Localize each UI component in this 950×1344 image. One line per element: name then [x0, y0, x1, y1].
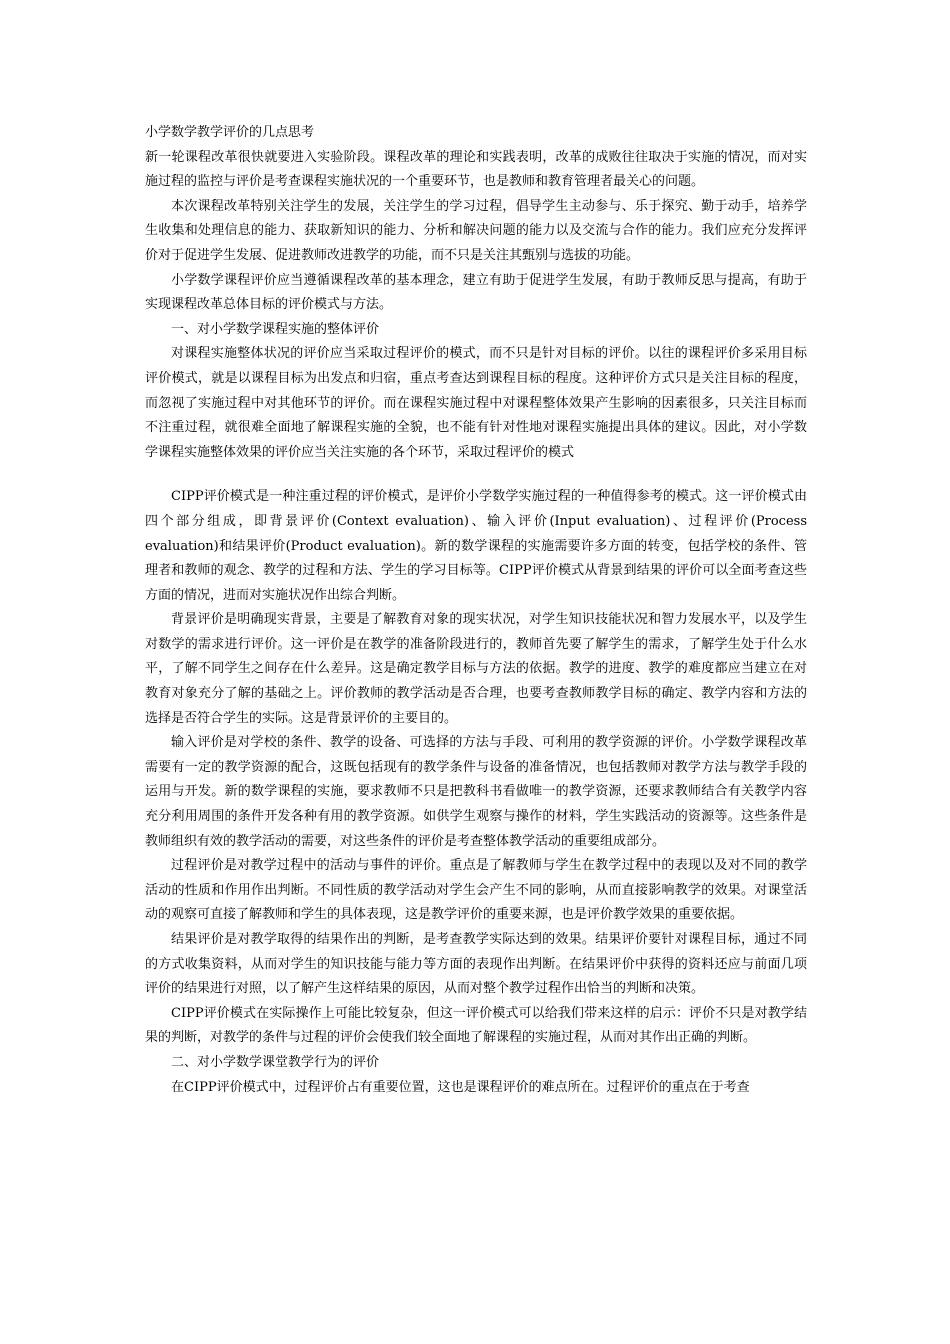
paragraph-process-evaluation-mode: 对课程实施整体状况的评价应当采取过程评价的模式，而不只是针对目标的评价。以往的课程评价多采用目标评价模式，就是以课程目标为出发点和归宿，重点考查达到课程目标的程度。这种评价方式只是关注目标的程度，而忽视了实施过程中对其他环节的评价。而在课程实施过程中对课程整体效果产生影响的因素很多，只关注目标而不注重过程，就很难全面地了解课程实施的全貌，也不能有针对性地对课程实施提出具体的建议。因此，对小学数学课程实施整体效果的评价应当关注实施的各个环节，采取过程评价的模式 [145, 346, 807, 460]
paragraph-evaluation-principle: 小学数学课程评价应当遵循课程改革的基本理念，建立有助于促进学生发展，有助于教师反思与提高，有助于实现课程改革总体目标的评价模式与方法。 [145, 272, 807, 313]
section-heading-1: 一、对小学数学课程实施的整体评价 [171, 321, 380, 337]
paragraph-cipp-summary: CIPP评价模式在实际操作上可能比较复杂，但这一评价模式可以给我们带来这样的启示：评价不只是对教学结果的判断，对教学的条件与过程的评价会使我们较全面地了解课程的实施过程，从而对其作出正确的判断。 [145, 1005, 807, 1046]
paragraph-gap [145, 465, 807, 485]
section-heading-2: 二、对小学数学课堂教学行为的评价 [171, 1054, 380, 1070]
paragraph-classroom-evaluation: 在CIPP评价模式中，过程评价占有重要位置，这也是课程评价的难点所在。过程评价的重点在于考查 [171, 1079, 750, 1095]
paragraph-context-evaluation: 背景评价是明确现实背景，主要是了解教育对象的现实状况，对学生知识技能状况和智力发展水平，以及学生对数学的需求进行评价。这一评价是在教学的准备阶段进行的，教师首先要了解学生的需求，了解学生处于什么水平，了解不同学生之间存在什么差异。这是确定教学目标与方法的依据。教学的进度、教学的难度都应当建立在对教育对象充分了解的基础之上。评价教师的教学活动是否合理，也要考查教师教学目标的确定、教学内容和方法的选择是否符合学生的实际。这是背景评价的主要目的。 [145, 612, 807, 726]
document-page [145, 121, 807, 1100]
paragraph-reform-focus: 本次课程改革特别关注学生的发展，关注学生的学习过程，倡导学生主动参与、乐于探究、勤于动手，培养学生收集和处理信息的能力、获取新知识的能力、分析和解决问题的能力以及交流与合作的能力。我们应充分发挥评价对于促进学生发展、促进教师改进教学的功能，而不只是关注其甄别与选拔的功能。 [145, 198, 807, 263]
paragraph-cipp-model: CIPP评价模式是一种注重过程的评价模式，是评价小学数学实施过程的一种值得参考的模式。这一评价模式由四个部分组成，即背景评价(Context evaluation)、输入评价(Input evaluation)、过程评价(Process evaluation)和结果评价(Product evaluation)。新的数学课程的实施需要许多方面的转变，包括学校的条件、管理者和教师的观念、教学的过程和方法、学生的学习目标等。CIPP评价模式从背景到结果的评价可以全面考查这些方面的情况，进而对实施状况作出综合判断。 [145, 489, 807, 603]
paragraph-process-evaluation: 过程评价是对教学过程中的活动与事件的评价。重点是了解教师与学生在教学过程中的表现以及对不同的教学活动的性质和作用作出判断。不同性质的教学活动对学生会产生不同的影响，从而直接影响教学的效果。对课堂活动的观察可直接了解教师和学生的具体表现，这是教学评价的重要来源，也是评价教学效果的重要依据。 [145, 858, 807, 923]
paragraph-input-evaluation: 输入评价是对学校的条件、教学的设备、可选择的方法与手段、可利用的教学资源的评价。小学数学课程改革需要有一定的教学资源的配合，这既包括现有的教学条件与设备的准备情况，也包括教师对教学方法与教学手段的运用与开发。新的数学课程的实施，要求教师不只是把教科书看做唯一的教学资源，还要求教师结合有关教学内容充分利用周围的条件开发各种有用的教学资源。如供学生观察与操作的材料，学生实践活动的资源等。这些条件是教师组织有效的教学活动的需要，对这些条件的评价是考查整体教学活动的重要组成部分。 [145, 735, 807, 849]
paragraph-product-evaluation: 结果评价是对教学取得的结果作出的判断，是考查教学实际达到的效果。结果评价要针对课程目标，通过不同的方式收集资料，从而对学生的知识技能与能力等方面的表现作出判断。在结果评价中获得的资料还应与前面几项评价的结果进行对照，以了解产生这样结果的原因，从而对整个教学过程作出恰当的判断和决策。 [145, 932, 807, 997]
document-title: 小学数学教学评价的几点思考 [145, 125, 315, 140]
paragraph-intro: 新一轮课程改革很快就要进入实验阶段。课程改革的理论和实践表明，改革的成败往往取决于实施的情况，而对实施过程的监控与评价是考查课程实施状况的一个重要环节，也是教师和教育管理者最关心的问题。 [145, 149, 807, 190]
